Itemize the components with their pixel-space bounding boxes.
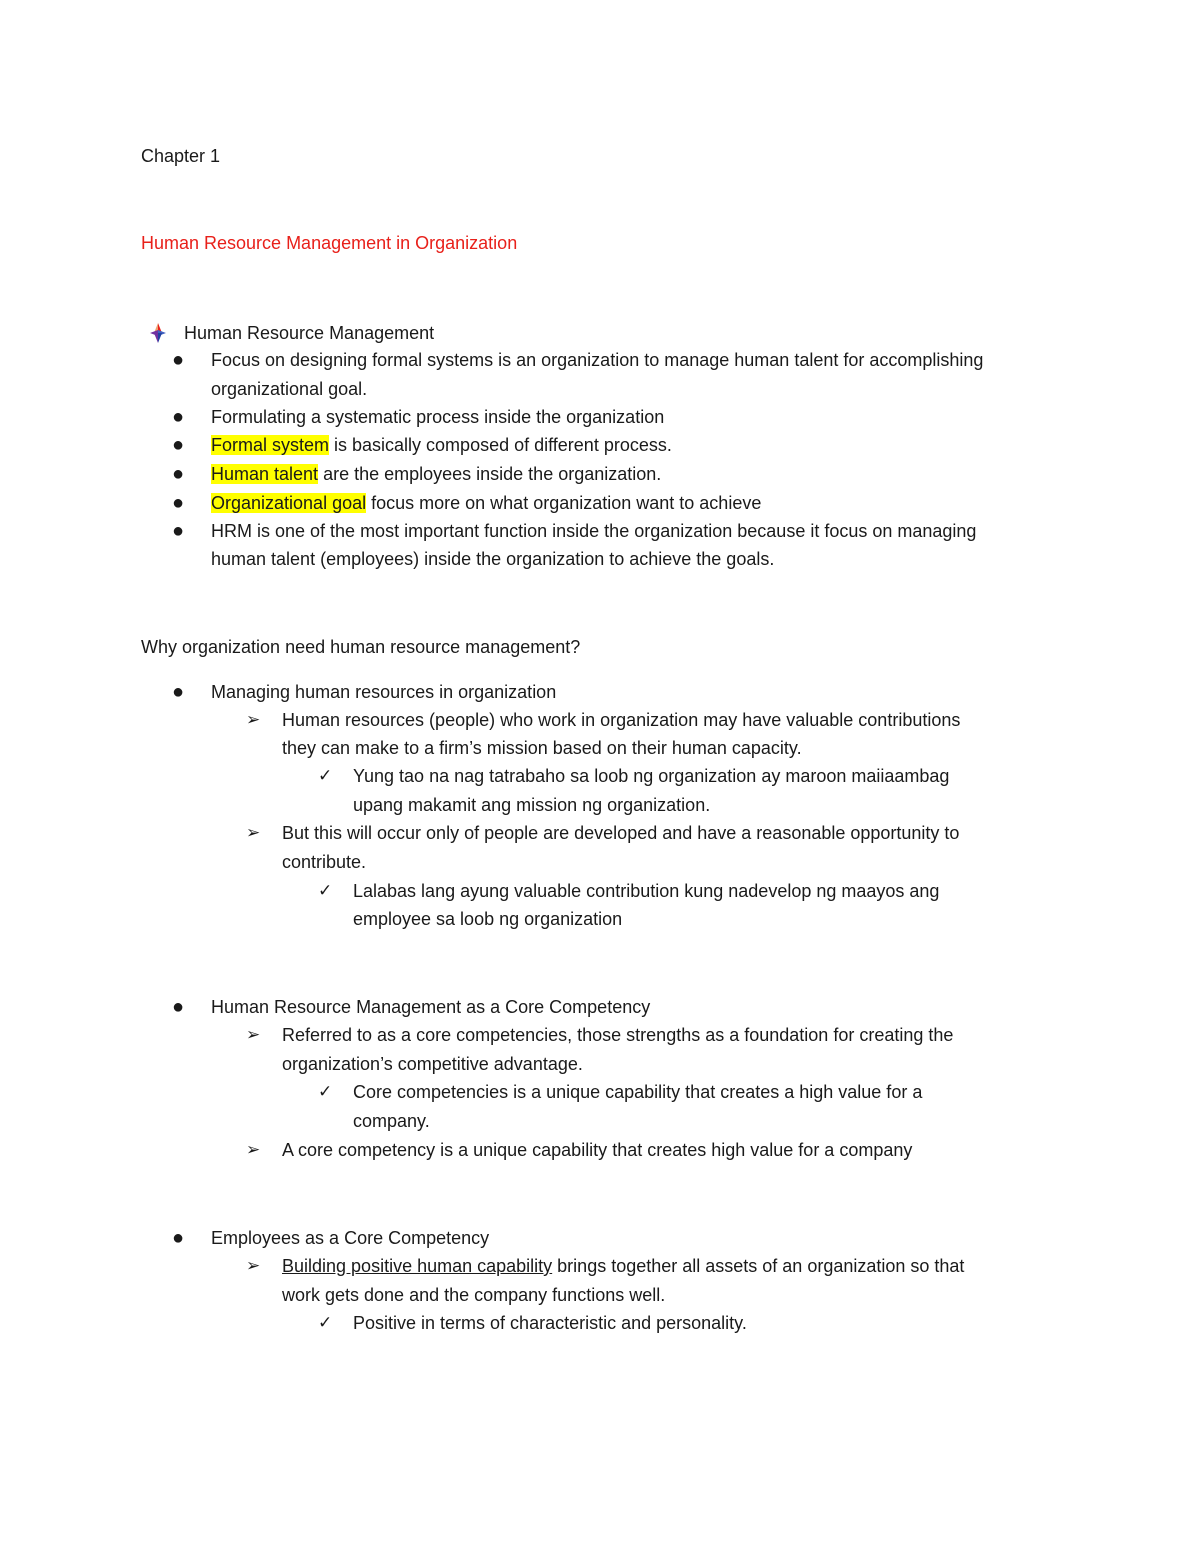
hrm-item-4 [211, 461, 661, 487]
hrm-item-5-text: focus more on what organization want to achieve [366, 493, 762, 513]
hrm-item-4-text: are the employees inside the organization. [318, 464, 662, 484]
s1-arrow-1-line-2: they can make to a firm’s mission based on their human capacity. [282, 738, 802, 758]
s1-arrow-1-line-1: Human resources (people) who work in organization may have valuable contributions [282, 710, 961, 730]
hrm-item-3-text: is basically composed of different process. [329, 435, 672, 455]
s2-heading: Human Resource Management as a Core Competency [211, 997, 651, 1017]
bullet-icon: ● [172, 996, 185, 1018]
bullet-icon: ● [172, 463, 185, 485]
bullet-icon: ● [172, 492, 185, 514]
highlight-human-talent: Human talent [211, 464, 319, 484]
arrow-bullet-icon: ➢ [246, 823, 261, 842]
diamond-bullet-icon [149, 323, 167, 343]
s2-check-1-line-2: company. [353, 1111, 430, 1131]
arrow-bullet-icon: ➢ [246, 710, 261, 729]
bullet-icon: ● [172, 434, 185, 456]
hrm-item-1-line-1: Focus on designing formal systems is an organization to manage human talent for accomplishing [211, 350, 984, 370]
s3-arrow-1-text: brings together all assets of an organization so that [552, 1256, 965, 1276]
s1-check-1-line-2: upang makamit ang mission ng organization. [353, 795, 711, 815]
s2-arrow-1-line-2: organization’s competitive advantage. [282, 1054, 583, 1074]
s3-arrow-1-line-1 [282, 1253, 964, 1279]
s1-check-2-line-1: Lalabas lang ayung valuable contribution kung nadevelop ng maayos ang [353, 881, 940, 901]
arrow-bullet-icon: ➢ [246, 1140, 261, 1159]
hrm-item-6-line-2: human talent (employees) inside the organization to achieve the goals. [211, 549, 775, 569]
check-icon: ✓ [318, 1313, 333, 1332]
highlight-formal-system: Formal system [211, 435, 330, 455]
s3-check-1: Positive in terms of characteristic and personality. [353, 1313, 747, 1333]
s1-check-1-line-1: Yung tao na nag tatrabaho sa loob ng organization ay maroon maiiaambag [353, 766, 950, 786]
bullet-icon: ● [172, 520, 185, 542]
check-icon: ✓ [318, 766, 333, 785]
s1-check-2-line-2: employee sa loob ng organization [353, 909, 623, 929]
bullet-icon: ● [172, 406, 185, 428]
check-icon: ✓ [318, 1082, 333, 1101]
highlight-organizational-goal: Organizational goal [211, 493, 367, 513]
underlined-term: Building positive human capability [282, 1256, 553, 1276]
s3-heading: Employees as a Core Competency [211, 1228, 490, 1248]
document-title: Human Resource Management in Organization [141, 233, 518, 253]
why-question: Why organization need human resource management? [141, 637, 581, 657]
hrm-item-6-line-1: HRM is one of the most important function inside the organization because it focus on managing [211, 521, 977, 541]
s1-arrow-2-line-1: But this will occur only of people are developed and have a reasonable opportunity to [282, 823, 960, 843]
hrm-heading: Human Resource Management [184, 323, 435, 343]
chapter-label: Chapter 1 [141, 146, 221, 166]
hrm-item-2: Formulating a systematic process inside the organization [211, 407, 665, 427]
s3-arrow-1-line-2: work gets done and the company functions well. [282, 1285, 666, 1305]
bullet-icon: ● [172, 681, 185, 703]
s2-arrow-2: A core competency is a unique capability that creates high value for a company [282, 1140, 913, 1160]
s2-arrow-1-line-1: Referred to as a core competencies, those strengths as a foundation for creating the [282, 1025, 954, 1045]
bullet-icon: ● [172, 349, 185, 371]
hrm-item-1-line-2: organizational goal. [211, 379, 368, 399]
s1-heading: Managing human resources in organization [211, 682, 557, 702]
bullet-icon: ● [172, 1227, 185, 1249]
s1-arrow-2-line-2: contribute. [282, 852, 367, 872]
hrm-item-5 [211, 490, 761, 516]
arrow-bullet-icon: ➢ [246, 1256, 261, 1275]
s2-check-1-line-1: Core competencies is a unique capability that creates a high value for a [353, 1082, 923, 1102]
arrow-bullet-icon: ➢ [246, 1025, 261, 1044]
hrm-item-3 [211, 432, 672, 458]
check-icon: ✓ [318, 881, 333, 900]
